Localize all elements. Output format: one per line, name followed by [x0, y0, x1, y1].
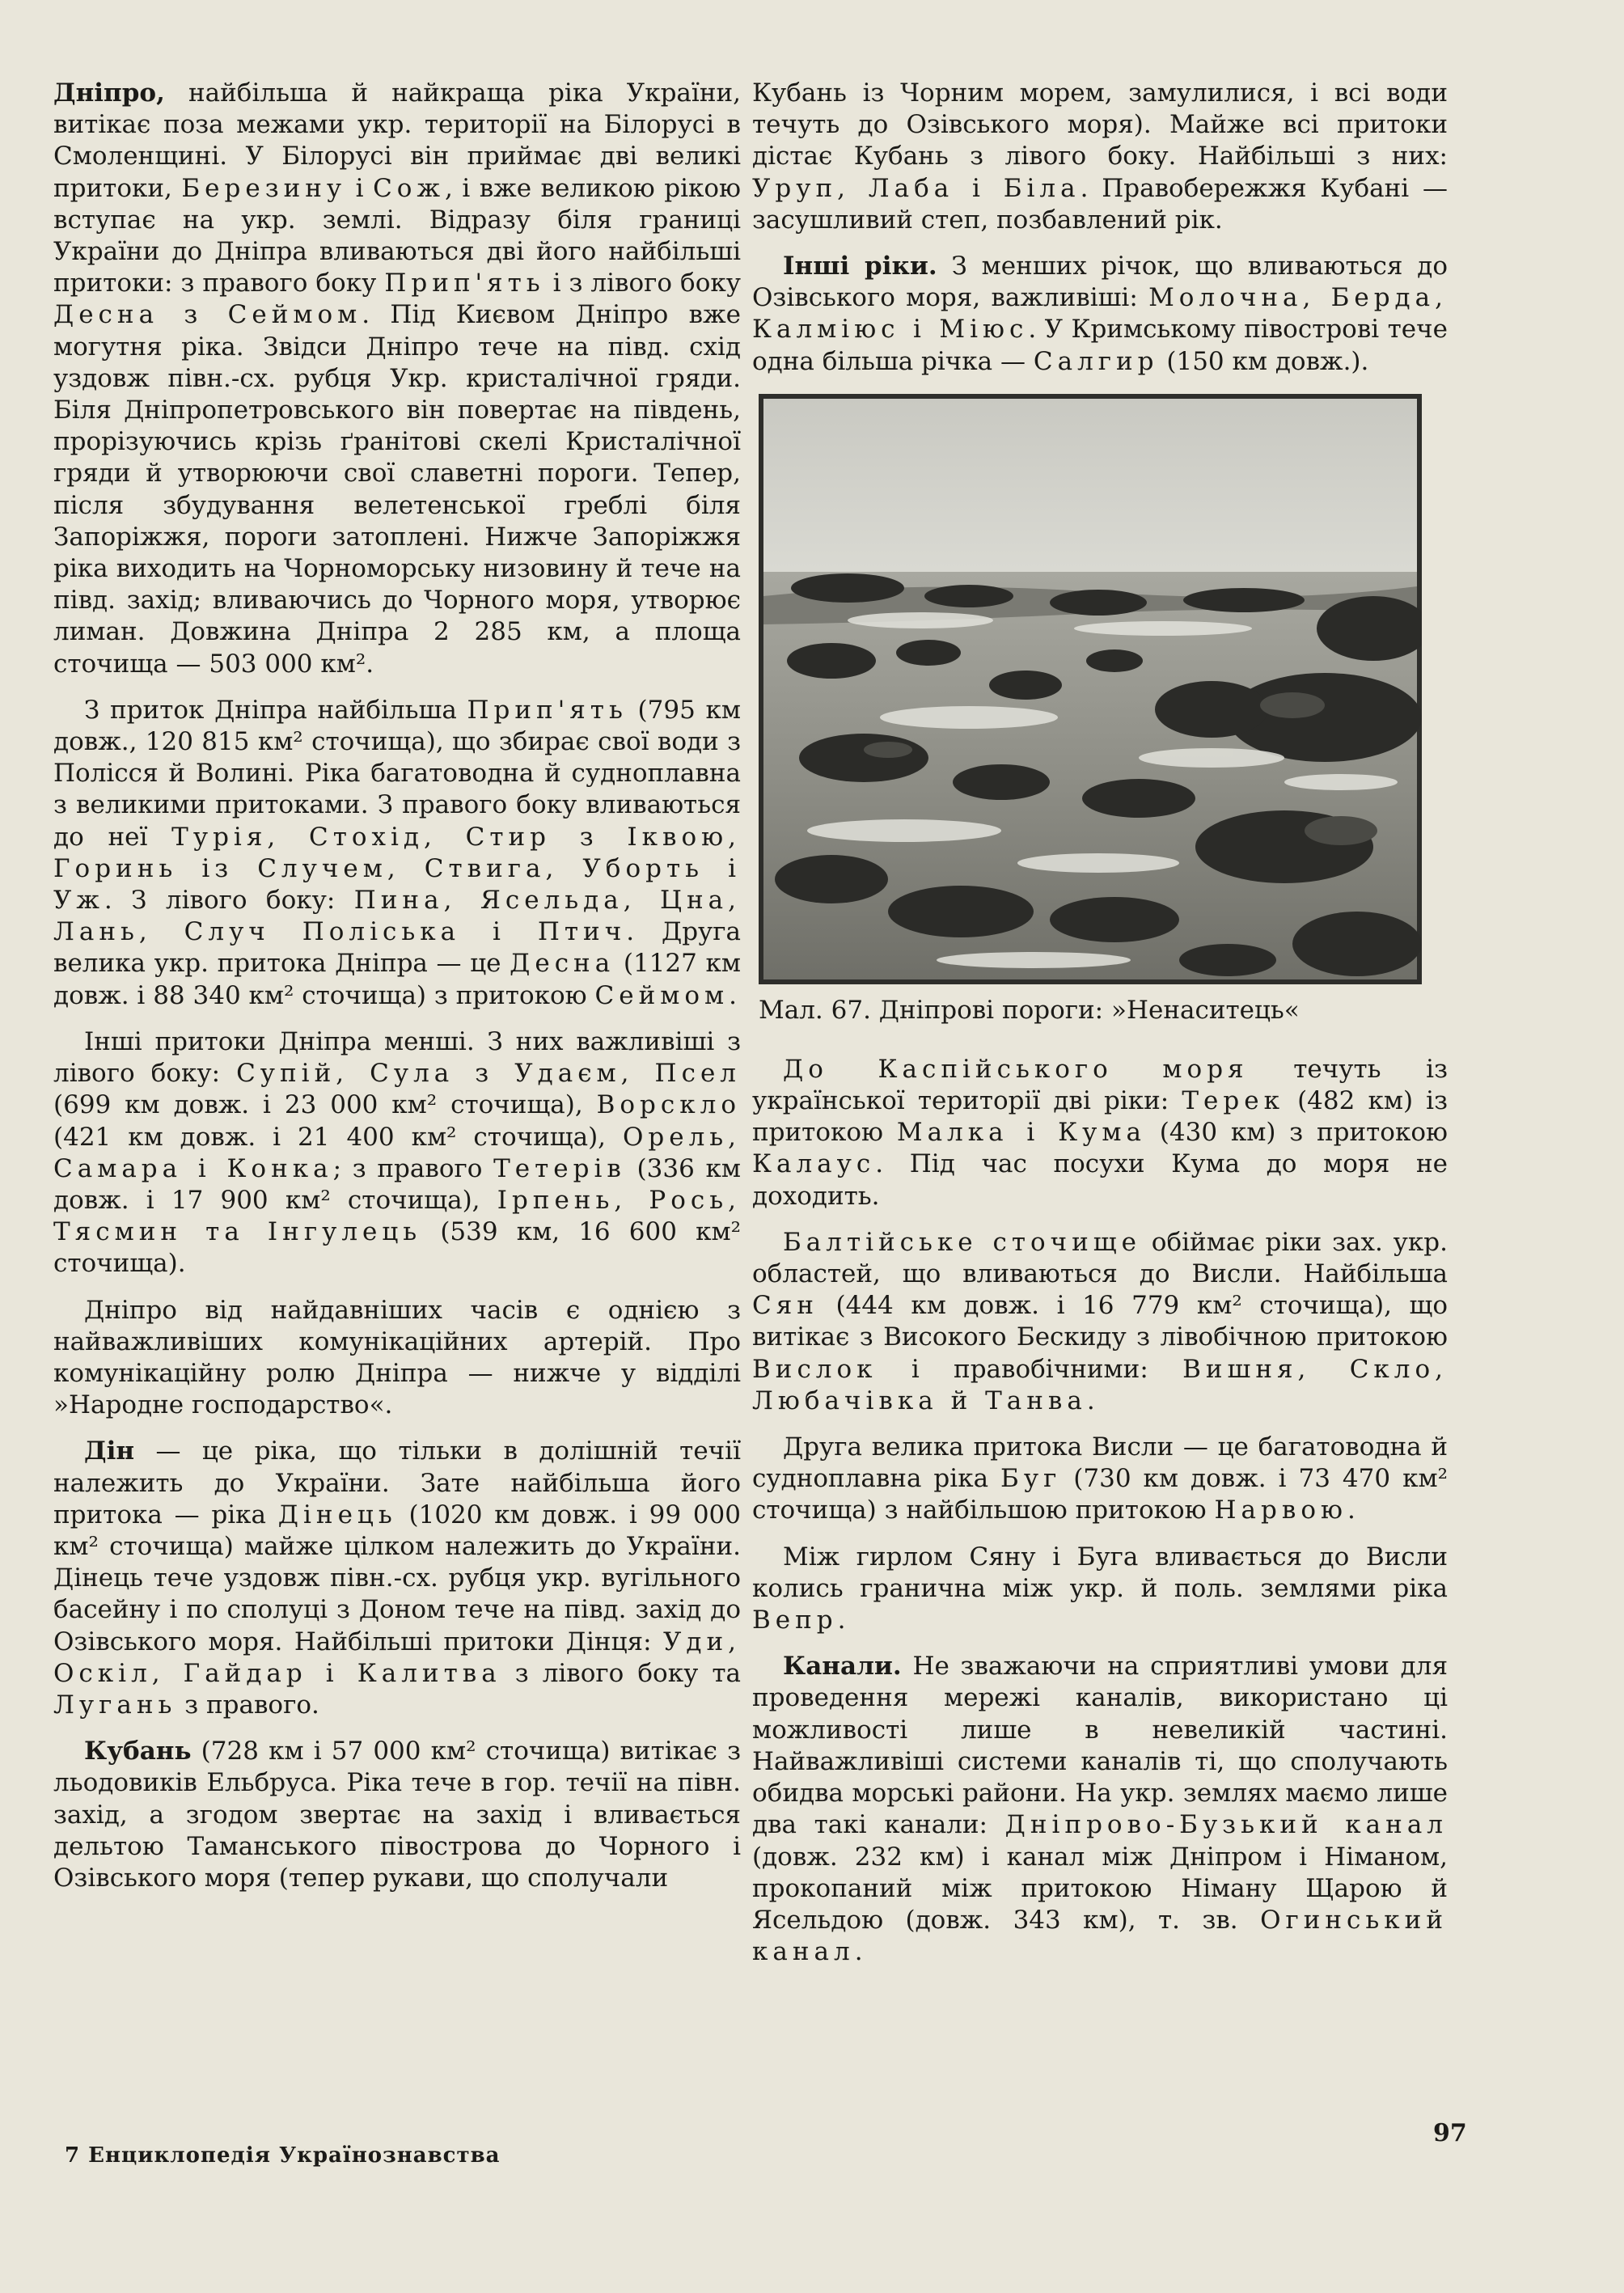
text-run: . — [1086, 1386, 1095, 1415]
text-run: . Під час посухи Кума до моря не доходить. — [752, 1149, 1448, 1211]
spaced-term: Ворскло — [596, 1090, 741, 1120]
paragraph-bug — [752, 1432, 1448, 1527]
text-run: — це ріка, що тільки в долішній течії належить до України. Зате найбільша його притока — ріка — [53, 1436, 741, 1529]
text-run: (150 км довж.). — [1158, 346, 1369, 376]
spaced-term: Сеймом — [594, 980, 730, 1010]
paragraph-kuban — [53, 1736, 741, 1894]
spaced-term: Тетерів — [493, 1153, 626, 1183]
spaced-term: Буг — [1000, 1464, 1062, 1494]
text-run: З приток Дніпра найбільша — [84, 695, 467, 725]
text-run: . — [1347, 1496, 1355, 1525]
rapids-photo — [759, 394, 1422, 984]
spaced-term: Орель, Самара і Конка — [53, 1122, 741, 1183]
spaced-term: Березину — [181, 173, 347, 203]
text-run: (430 км) з притокою — [1145, 1118, 1448, 1148]
spaced-term: Уди, Оскіл, Гайдар і Калитва — [53, 1627, 741, 1688]
text-run: . У Кримському півострові тече одна більша річка — — [752, 315, 1448, 376]
text-run: течуть із української території дві ріки: — [752, 1054, 1448, 1116]
text-run: Друга велика притока Висли — це багатоводна й судноплавна ріка — [752, 1432, 1448, 1494]
text-run: (728 км і 57 000 км² сточища) витікає з льодовиків Ельбруса. Ріка тече в гор. течії на півн. захід, а згодом звертає на захід і вливається дельтою Таманського півострова до Чорного і Озівського моря (тепер рукави, що сполучали — [53, 1737, 741, 1893]
text-run: з лівого боку та — [501, 1658, 741, 1688]
spaced-term: Десна — [510, 949, 615, 979]
spaced-term: Вишня, Скло, Любачівка й Танва — [752, 1354, 1448, 1415]
spaced-term: Салгир — [1033, 346, 1159, 376]
text-run: найбільша й найкраща ріка України, витікає поза межами укр. території на Білорусі в Смоленщині. У Білорусі він приймає дві великі притоки, — [53, 78, 741, 203]
paragraph-dnipro-minor-tributaries — [53, 1026, 741, 1280]
text-run: . — [729, 980, 737, 1010]
text-run: і — [346, 173, 374, 203]
spaced-term: Малка і Кума — [896, 1118, 1146, 1148]
spaced-term: Терек — [1182, 1086, 1284, 1116]
paragraph-canals — [752, 1651, 1448, 1968]
spaced-term: Уруп, Лаба і Біла — [752, 173, 1081, 203]
text-run: . З лівого боку: — [104, 886, 354, 916]
paragraph-baltic — [752, 1227, 1448, 1417]
text-run: (539 км, 16 600 км² сточища). — [53, 1217, 741, 1279]
text-run: (421 км довж. і 21 400 км² сточища), — [53, 1122, 623, 1152]
text-run: (699 км довж. і 23 000 км² сточища), — [53, 1090, 597, 1120]
section-lead: Канали. — [783, 1652, 902, 1682]
spaced-term: Дінець — [277, 1500, 397, 1529]
paragraph-dnipro-tributaries — [53, 695, 741, 1012]
text-run: . Правобережжя Кубані — засушливий степ, позбавлений рік. — [752, 173, 1448, 235]
spaced-term: Нарвою — [1214, 1496, 1347, 1525]
spaced-term: Ірпень, Рось, Тясмин та Інгулець — [53, 1185, 741, 1247]
spaced-term: Вепр — [752, 1606, 838, 1635]
section-lead: Дніпро, — [53, 78, 165, 108]
text-run: (336 км довж. і 17 900 км² сточища), — [53, 1153, 741, 1215]
section-lead: Кубань — [84, 1737, 192, 1766]
text-run: (1020 км довж. і 99 000 км² сточища) майже цілком належить до України. Дінець тече уздовж півн.-сх. рубця укр. вугільного басейну і по сполуці з Доном тече на півд. захід до Озівського моря. Найбільші притоки Дінця: — [53, 1500, 741, 1656]
text-run: З менших річок, що вливаються до Озівського моря, важливіші: — [752, 252, 1448, 313]
text-run: ; з правого — [332, 1153, 494, 1183]
spaced-term: Сож — [373, 173, 445, 203]
footer-signature: 7 Енциклопедія Українознавства — [65, 2143, 501, 2168]
text-run: Між гирлом Сяну і Буга вливається до Висли колись гранична між укр. й поль. землями ріка — [752, 1542, 1448, 1603]
spaced-term: Вислок — [752, 1354, 878, 1384]
paragraph-don — [53, 1436, 741, 1721]
text-run: . Під Києвом Дніпро вже могутня ріка. Звідси Дніпро тече на півд. схід уздовж півн.-сх. рубця Укр. кристалічної гряди. Біля Дніпропетровського він повертає на південь, прорізуючись крізь ґранітові скелі Кристалічної гряди й утворюючи свої славетні пороги. Тепер, після збудування велетенської греблі біля Запоріжжя, пороги затоплені. Нижче Запоріжжя ріка виходить на Чорноморську низовину й тече на півд. захід; вливаючись до Чорного моря, утворює лиман. Довжина Дніпра 2 285 км, а площа сточища — 503 000 км². — [53, 300, 741, 679]
text-run: . Друга велика укр. притока Дніпра — це — [53, 917, 741, 979]
spaced-term: Сян — [752, 1291, 818, 1321]
right-column — [752, 78, 1448, 1982]
spaced-term: Балтійське сточище — [783, 1227, 1141, 1257]
left-column — [53, 78, 741, 1909]
paragraph-caspian — [752, 1054, 1448, 1212]
spaced-term: Молочна, Берда, Калміюс і Міюс — [752, 283, 1448, 345]
text-run: з правого. — [176, 1690, 319, 1720]
text-run: , і вже великою рікою вступає на укр. землі. Відразу біля границі України до Дніпра вливаються дві його найбільші притоки: з правого боку — [53, 173, 742, 298]
text-run: (444 км довж. і 16 779 км² сточища), що витікає з Високого Бескиду з лівобічною притокою — [752, 1291, 1448, 1352]
paragraph-kuban-continued — [752, 78, 1448, 236]
text-run: (730 км довж. і 73 470 км² сточища) з найбільшою притокою — [752, 1464, 1448, 1525]
text-run: (482 км) із притокою — [752, 1086, 1448, 1148]
spaced-term: Турія, Стохід, Стир з Іквою, Горинь із Случем, Ствига, Уборть і Уж — [53, 822, 741, 916]
text-run: (795 км довж., 120 815 км² сточища), що збирає свої води з Полісся й Волині. Ріка багатоводна й судноплавна з великими притоками. З правого боку вливаються до неї — [53, 695, 741, 852]
spaced-term: До Каспійського моря — [783, 1054, 1249, 1084]
spaced-term: Лугань — [53, 1690, 177, 1720]
text-run: Інші притоки Дніпра менші. З них важливіші з лівого боку: — [53, 1026, 741, 1089]
paragraph-vepr — [752, 1542, 1448, 1637]
spaced-term: Огинський канал — [752, 1905, 1448, 1967]
paragraph-other-rivers — [752, 251, 1448, 378]
text-run: Кубань із Чорним морем, замулилися, і всі води течуть до Озівського моря). Майже всі притоки дістає Кубань з лівого боку. Найбільші з них: — [752, 78, 1448, 171]
figure-caption: Мал. 67. Дніпрові пороги: »Ненаситець« — [759, 995, 1300, 1025]
figure-rapids — [752, 394, 1448, 1026]
spaced-term: Прип'ять — [467, 695, 628, 725]
text-run: і з лівого боку — [544, 269, 741, 298]
paragraph-dnipro — [53, 78, 741, 680]
text-run: і правобічними: — [877, 1354, 1183, 1384]
paragraph-dnipro-communication — [53, 1295, 741, 1422]
text-run: . — [854, 1937, 863, 1967]
text-run: Не зважаючи на сприятливі умови для проведення мережі каналів, використано ці можливості лише в невеликій частині. Найважливіші системи каналів ті, що сполучають обидва морські райони. На укр. землях маємо лише два такі канали: — [752, 1652, 1448, 1840]
spaced-term: Калаус — [752, 1149, 876, 1179]
spaced-term: Супій, Сула з Удаєм, Псел — [236, 1059, 741, 1089]
text-run: обіймає ріки зах. укр. областей, що вливаються до Висли. Найбільша — [752, 1227, 1448, 1289]
page-number: 97 — [1433, 2119, 1467, 2147]
spaced-term: Дніпрово-Бузький канал — [1004, 1810, 1448, 1840]
spaced-term: Пина, Ясельда, Цна, Лань, Случ Поліська і Птич — [53, 886, 742, 947]
spaced-term: Прип'ять — [384, 269, 545, 298]
text-run: . — [837, 1606, 846, 1635]
section-lead: Інші ріки. — [783, 252, 937, 281]
text-run: Дніпро від найдавніших часів є однією з найважливіших комунікаційних артерій. Про комунікаційну ролю Дніпра — нижче у відділі »Народне господарство«. — [53, 1295, 741, 1420]
text-run: (довж. 232 км) і канал між Дніпром і Німаном, прокопаний між притокою Німану Щарою й Ясельдою (довж. 343 км), т. зв. — [752, 1842, 1448, 1935]
spaced-term: Десна з Сеймом — [53, 300, 362, 330]
text-run: (1127 км довж. і 88 340 км² сточища) з притокою — [53, 949, 741, 1010]
section-lead: Дін — [84, 1436, 135, 1466]
